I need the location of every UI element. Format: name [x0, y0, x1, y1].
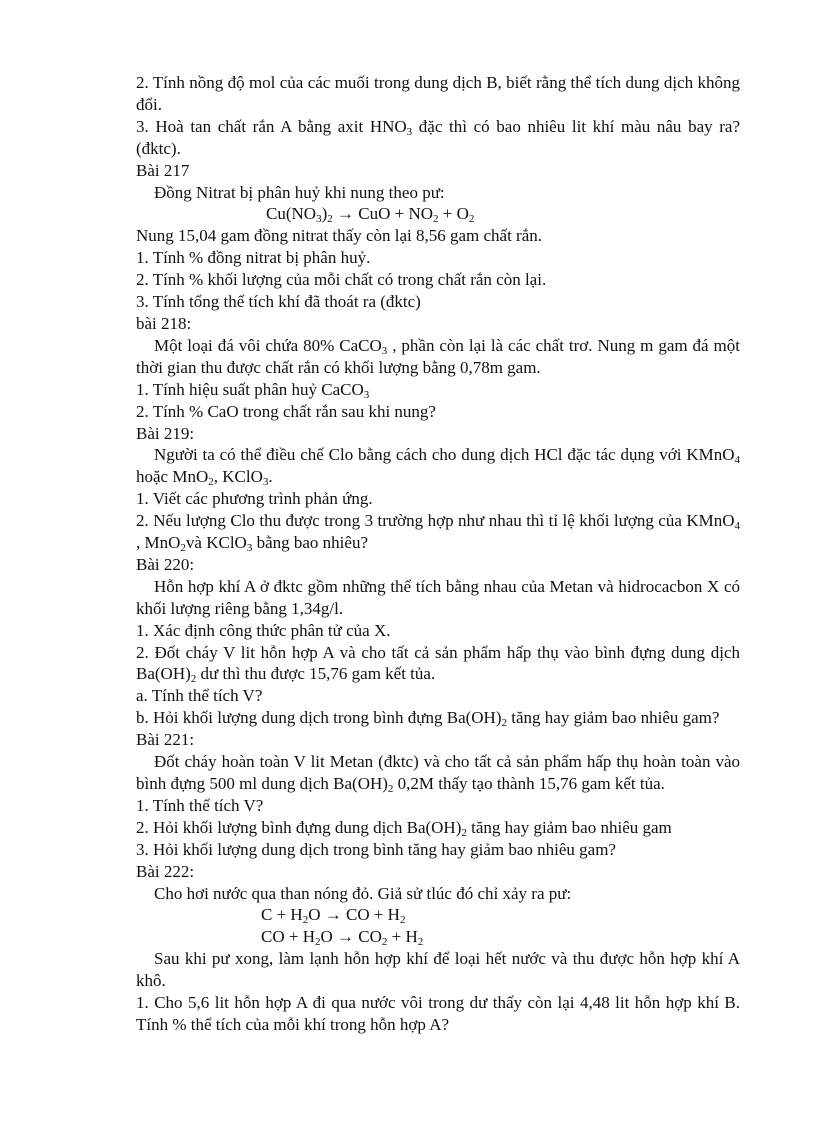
exercise-217-question-2: 2. Tính % khối lượng của mỗi chất có trong chất rắn còn lại.	[136, 270, 547, 290]
exercise-217-title: Bài 217	[136, 160, 190, 180]
exercise-220-question-2: 2. Đốt cháy V lit hỗn hợp A và cho tất cả sản phẩm hấp thụ vào bình đựng dung dịch $Ba(OH)_2$ dư thì thu được 15,76 gam kết tủa.	[136, 642, 740, 686]
exercise-221-question-3: 3. Hỏi khối lượng dung dịch trong bình tăng hay giảm bao nhiêu gam?	[136, 839, 616, 859]
exercise-220-question-1: 1. Xác định công thức phân tử của X.	[136, 620, 391, 640]
exercise-217-question-1: 1. Tính % đồng nitrat bị phân huỷ.	[136, 248, 371, 268]
exercise-218-question-1: 1. Tính hiệu suất phân huỷ CaCO$_3$	[136, 379, 370, 401]
exercise-219-question-2: 2. Nếu lượng Clo thu được trong 3 trường hợp như nhau thì tỉ lệ khối lượng của KMnO$_4$ , MnO$_2$và KClO$_3$ bằng bao nhiêu?	[136, 511, 740, 555]
exercise-221-question-1: 1. Tính thể tích V?	[136, 795, 264, 815]
exercise-217-equation: $Cu(NO_3)_2$ → CuO + $NO_2 + O_2$	[266, 204, 475, 226]
exercise-219-question-1: 1. Viết các phương trình phản ứng.	[136, 489, 373, 509]
exercise-220-title: Bài 220:	[136, 554, 195, 574]
exercise-222-intro: Cho hơi nước qua than nóng đỏ. Giả sử tlúc đó chỉ xảy ra pư:	[154, 883, 572, 903]
exercise-221-question-2: 2. Hỏi khối lượng bình đựng dung dịch $Ba(OH)_2$ tăng hay giảm bao nhiêu gam	[136, 817, 672, 839]
exercise-217-intro: Đồng Nitrat bị phân huỷ khi nung theo pư:	[154, 182, 445, 202]
exercise-218-title: bài 218:	[136, 313, 192, 333]
prev-question-2: 2. Tính nồng độ mol của các muối trong dung dịch B, biết rằng thể tích dung dịch không đổi.	[136, 73, 740, 114]
exercise-222-title: Bài 222:	[136, 861, 195, 881]
exercise-220-question-b: b. Hỏi khối lượng dung dịch trong bình đựng $Ba(OH)_2$ tăng hay giảm bao nhiêu gam?	[136, 708, 720, 730]
exercise-217-statement: Nung 15,04 gam đồng nitrat thấy còn lại 8,56 gam chất rắn.	[136, 226, 543, 246]
exercise-218-question-2: 2. Tính % CaO trong chất rắn sau khi nung?	[136, 401, 436, 421]
exercise-218-problem: Một loại đá vôi chứa 80% CaCO$_3$ , phần còn lại là các chất trơ. Nung m gam đá một thời gian thu được chất rắn có khối lượng bằng 0,78m gam.	[136, 335, 740, 377]
exercise-217-question-3: 3. Tính tổng thể tích khí đã thoát ra (đktc)	[136, 292, 421, 312]
exercise-221-title: Bài 221:	[136, 730, 195, 750]
exercise-221-problem: Đốt cháy hoàn toàn V lit Metan (đktc) và cho tất cả sản phẩm hấp thụ hoàn toàn vào bình đựng 500 ml dung dịch $Ba(OH)_2$ 0,2M thấy tạo thành 15,76 gam kết tủa.	[136, 752, 740, 795]
exercise-219-title: Bài 219:	[136, 423, 195, 443]
exercise-220-question-a: a. Tính thể tích V?	[136, 686, 263, 706]
exercise-222-equation-1: $C + H_2O$ → CO + $H_2$	[261, 905, 406, 927]
document-page	[136, 72, 740, 1036]
exercise-222-problem: Sau khi pư xong, làm lạnh hỗn hợp khí để loại hết nước và thu được hỗn hợp khí A khô.	[136, 949, 740, 991]
exercise-220-problem: Hỗn hợp khí A ở đktc gồm những thể tích bằng nhau của Metan và hidrocacbon X có khối lượng riêng bằng 1,34g/l.	[136, 576, 740, 618]
exercise-222-equation-2: CO + $H_2O \to CO_2 + H_2$	[261, 927, 424, 949]
exercise-222-question-1: 1. Cho 5,6 lit hỗn hợp A đi qua nước vôi trong dư thấy còn lại 4,48 lit hỗn hợp khí B. Tính % thể tích của mỗi khí trong hỗn hợp A?	[136, 993, 740, 1034]
prev-question-3: 3. Hoà tan chất rắn A bằng axit $HNO_3$ đặc thì có bao nhiêu lit khí màu nâu bay ra? (đktc).	[136, 116, 740, 158]
exercise-219-problem: Người ta có thể điều chế Clo bằng cách cho dung dịch HCl đặc tác dụng với KMnO$_4$ hoặc MnO$_2$, KClO$_3$.	[136, 445, 740, 489]
